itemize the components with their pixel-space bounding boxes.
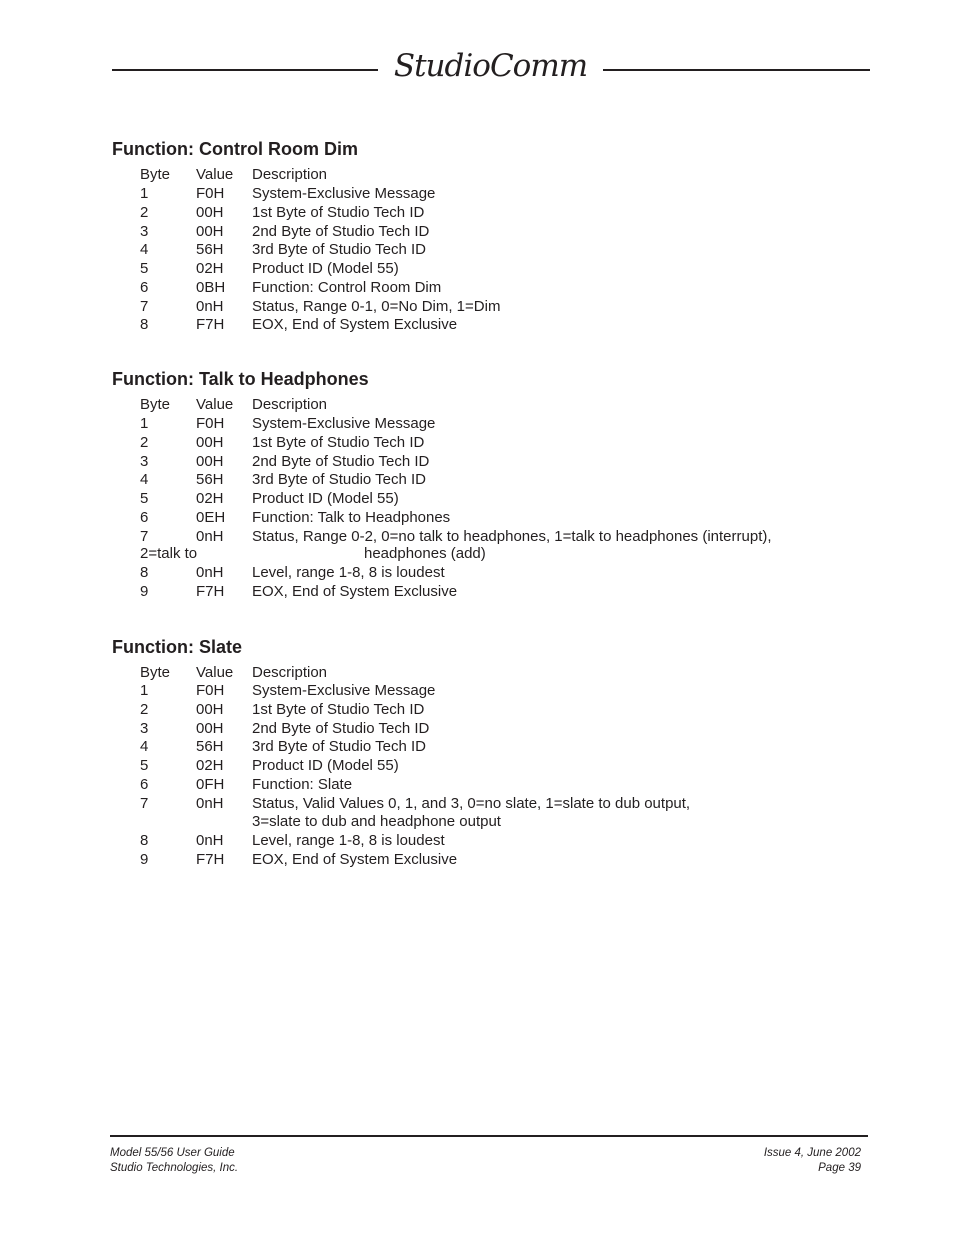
byte-cell: 1 [140,415,149,432]
column-header-byte: Byte [140,396,171,413]
description-cell: 3rd Byte of Studio Tech ID [252,471,426,489]
value-cell: 00H [196,433,224,451]
description-cell: System-Exclusive Message [252,185,436,202]
description-cell: Level, range 1-8, 8 is loudest [252,564,445,581]
section-title: Function: Talk to Headphones [112,369,369,389]
value-cell: 0nH [196,297,224,315]
byte-cell: 3 [140,222,149,240]
byte-cell: 3 [140,719,149,737]
footer-page-number: Page 39 [818,1162,861,1174]
value-cell: 00H [196,452,224,470]
value-cell: 56H [196,471,224,489]
column-header-description: Description [252,396,328,413]
value-cell: 00H [196,719,224,737]
column-header-byte: Byte [140,664,171,681]
byte-cell: 4 [140,471,149,489]
value-cell: F0H [196,682,225,699]
description-cell: Product ID (Model 55) [252,260,399,277]
byte-cell: 2 [140,203,149,221]
byte-cell: 2 [140,433,149,451]
value-cell: 0nH [196,832,224,849]
description-cell: 1st Byte of Studio Tech ID [252,203,425,221]
description-cell: Status, Range 0-1, 0=No Dim, 1=Dim [252,297,501,315]
footer-guide-title: Model 55/56 User Guide [110,1147,235,1159]
value-cell: 56H [196,738,224,756]
value-cell: 0BH [196,278,226,296]
value-cell: F7H [196,850,225,868]
section-title: Function: Control Room Dim [112,139,358,159]
column-header-description: Description [252,166,328,183]
description-cell: 1st Byte of Studio Tech ID [252,433,425,451]
description-cell: Function: Talk to Headphones [252,508,451,526]
wrap-text-left: 2=talk to [140,545,198,562]
value-cell: 56H [196,241,224,259]
description-cell: Level, range 1-8, 8 is loudest [252,832,445,849]
description-cell: Function: Control Room Dim [252,278,442,296]
header-rule-right [603,69,870,71]
byte-cell: 6 [140,775,149,793]
column-header-byte: Byte [140,166,171,183]
footer-company: Studio Technologies, Inc. [110,1162,239,1174]
description-cell: 2nd Byte of Studio Tech ID [252,222,430,240]
description-cell: 3=slate to dub and headphone output [252,813,501,831]
description-cell: Status, Range 0-2, 0=no talk to headphones, 1=talk to headphones (interrupt), [252,527,772,545]
column-header-value: Value [196,396,234,413]
value-cell: 00H [196,203,224,221]
byte-cell: 8 [140,316,149,334]
description-cell: 1st Byte of Studio Tech ID [252,700,425,718]
byte-cell: 1 [140,682,149,699]
studiocomm-logo: StudioComm [393,48,588,84]
value-cell: F0H [196,415,225,432]
byte-cell: 7 [140,297,149,315]
wrap-text-right: headphones (add) [364,545,486,562]
description-cell: EOX, End of System Exclusive [252,582,458,600]
description-cell: Product ID (Model 55) [252,757,399,774]
value-cell: 0EH [196,508,226,526]
column-header-description: Description [252,664,328,681]
value-cell: F7H [196,582,225,600]
value-cell: 0nH [196,564,224,581]
byte-cell: 8 [140,564,149,581]
byte-cell: 8 [140,832,149,849]
value-cell: 0nH [196,794,224,812]
description-cell: Product ID (Model 55) [252,490,399,507]
byte-cell: 1 [140,185,149,202]
description-cell: EOX, End of System Exclusive [252,850,458,868]
value-cell: 02H [196,757,224,774]
value-cell: F0H [196,185,225,202]
byte-cell: 5 [140,260,149,277]
footer-issue: Issue 4, June 2002 [763,1147,861,1159]
value-cell: 00H [196,700,224,718]
byte-cell: 4 [140,241,149,259]
value-cell: 00H [196,222,224,240]
byte-cell: 7 [140,527,149,545]
description-cell: System-Exclusive Message [252,682,436,699]
value-cell: 0nH [196,527,224,545]
column-header-value: Value [196,166,234,183]
byte-cell: 3 [140,452,149,470]
description-cell: System-Exclusive Message [252,415,436,432]
byte-cell: 6 [140,508,149,526]
byte-cell: 4 [140,738,149,756]
byte-cell: 7 [140,794,149,812]
footer-left [110,1146,238,1176]
footer-right [764,1146,861,1176]
section-title: Function: Slate [112,637,242,657]
description-cell: 2nd Byte of Studio Tech ID [252,719,430,737]
byte-cell: 5 [140,490,149,507]
value-cell: F7H [196,316,225,334]
description-cell: Function: Slate [252,775,353,793]
byte-cell: 5 [140,757,149,774]
description-cell: 3rd Byte of Studio Tech ID [252,241,426,259]
byte-cell: 9 [140,582,149,600]
footer-rule [110,1135,868,1137]
byte-cell: 9 [140,850,149,868]
description-cell: 2nd Byte of Studio Tech ID [252,452,430,470]
description-cell: Status, Valid Values 0, 1, and 3, 0=no slate, 1=slate to dub output, [252,794,691,812]
value-cell: 02H [196,490,224,507]
byte-cell: 2 [140,700,149,718]
header-rule-left [112,69,378,71]
column-header-value: Value [196,664,234,681]
value-cell: 0FH [196,775,225,793]
description-cell: 3rd Byte of Studio Tech ID [252,738,426,756]
byte-cell: 6 [140,278,149,296]
description-cell: EOX, End of System Exclusive [252,316,458,334]
value-cell: 02H [196,260,224,277]
